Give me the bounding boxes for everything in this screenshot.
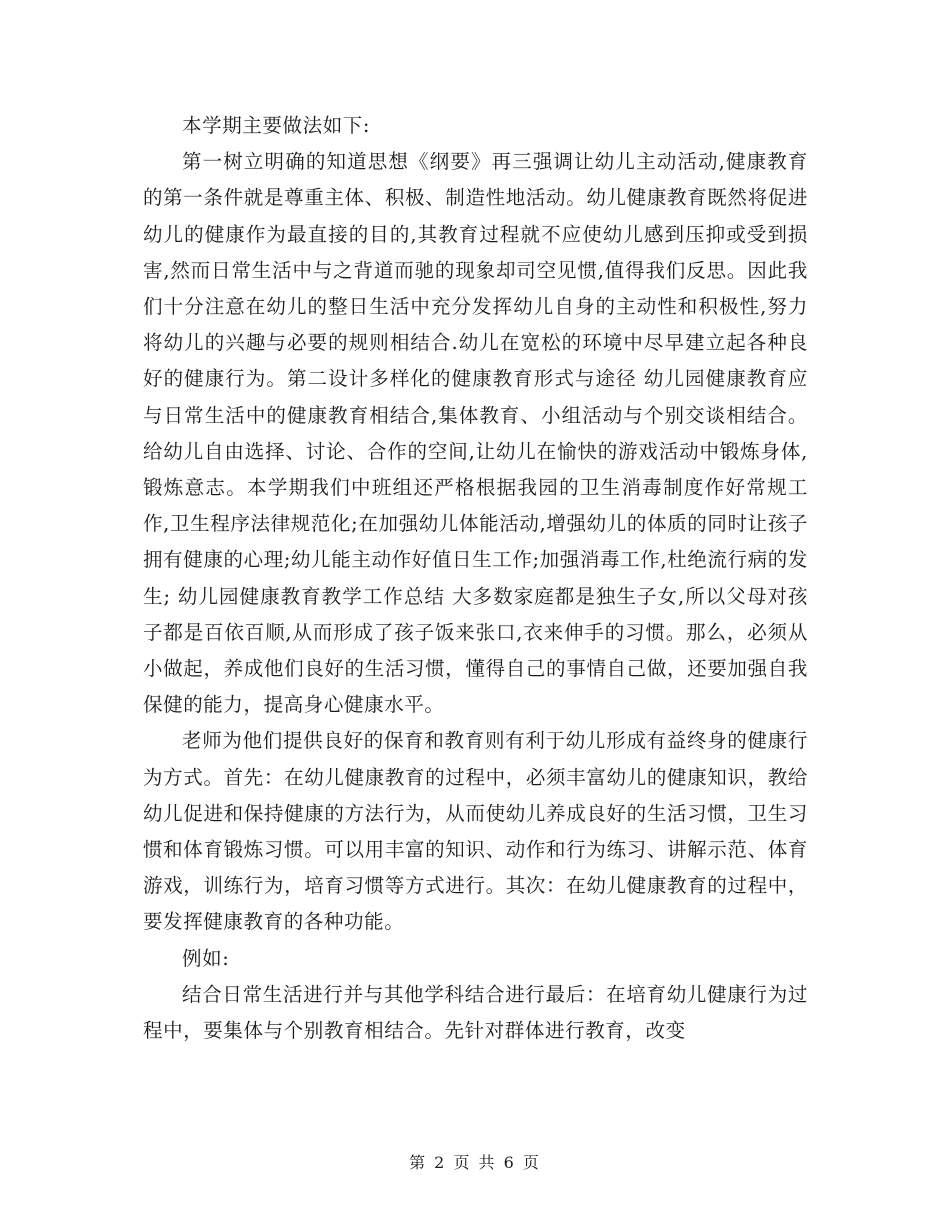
paragraph-intro: 本学期主要做法如下: <box>182 114 371 137</box>
paragraph-final: 结合日常生活进行并与其他学科结合进行最后：在培育幼儿健康行为过程中，要集体与个别教育相结合。先针对群体进行教育，改变 <box>143 982 808 1043</box>
paragraph-teacher: 老师为他们提供良好的保育和教育则有利于幼儿形成有益终身的健康行为方式。首先：在幼儿健康教育的过程中，必须丰富幼儿的健康知识，教给幼儿促进和保持健康的方法行为，从而使幼儿养成良好的生活习惯，卫生习惯和体育锻炼习惯。可以用丰富的知识、动作和行为练习、讲解示范、体育游戏，训练行为，培育习惯等方式进行。其次：在幼儿健康教育的过程中，要发挥健康教育的各种功能。 <box>143 729 808 934</box>
document-body <box>143 108 808 1049</box>
paragraph-main: 第一树立明确的知道思想《纲要》再三强调让幼儿主动活动,健康教育的第一条件就是尊重主体、积极、制造性地活动。幼儿健康教育既然将促进幼儿的健康作为最直接的目的,其教育过程就不应使幼儿感到压抑或受到损害,然而日常生活中与之背道而驰的现象却司空见惯,值得我们反思。因此我们十分注意在幼儿的整日生活中充分发挥幼儿自身的主动性和积极性,努力将幼儿的兴趣与必要的规则相结合.幼儿在宽松的环境中尽早建立起各种良好的健康行为。第二设计多样化的健康教育形式与途径 幼儿园健康教育应与日常生活中的健康教育相结合,集体教育、小组活动与个别交谈相结合。 给幼儿自由选择、讨论、合作的空间,让幼儿在愉快的游戏活动中锻炼身体,锻炼意志。本学期我们中班组还严格根据我园的卫生消毒制度作好常规工作,卫生程序法律规范化;在加强幼儿体能活动,增强幼儿的体质的同时让孩子拥有健康的心理;幼儿能主动作好值日生工作;加强消毒工作,杜绝流行病的发生; 幼儿园健康教育教学工作总结 大多数家庭都是独生子女,所以父母对孩子都是百依百顺,从而形成了孩子饭来张口,衣来伸手的习惯。那么，必须从小做起，养成他们良好的生活习惯，懂得自己的事情自己做，还要加强自我保健的能力，提高身心健康水平。 <box>143 150 808 717</box>
paragraph-example: 例如: <box>182 946 230 970</box>
page-footer: 第 2 页 共 6 页 <box>409 1153 541 1172</box>
